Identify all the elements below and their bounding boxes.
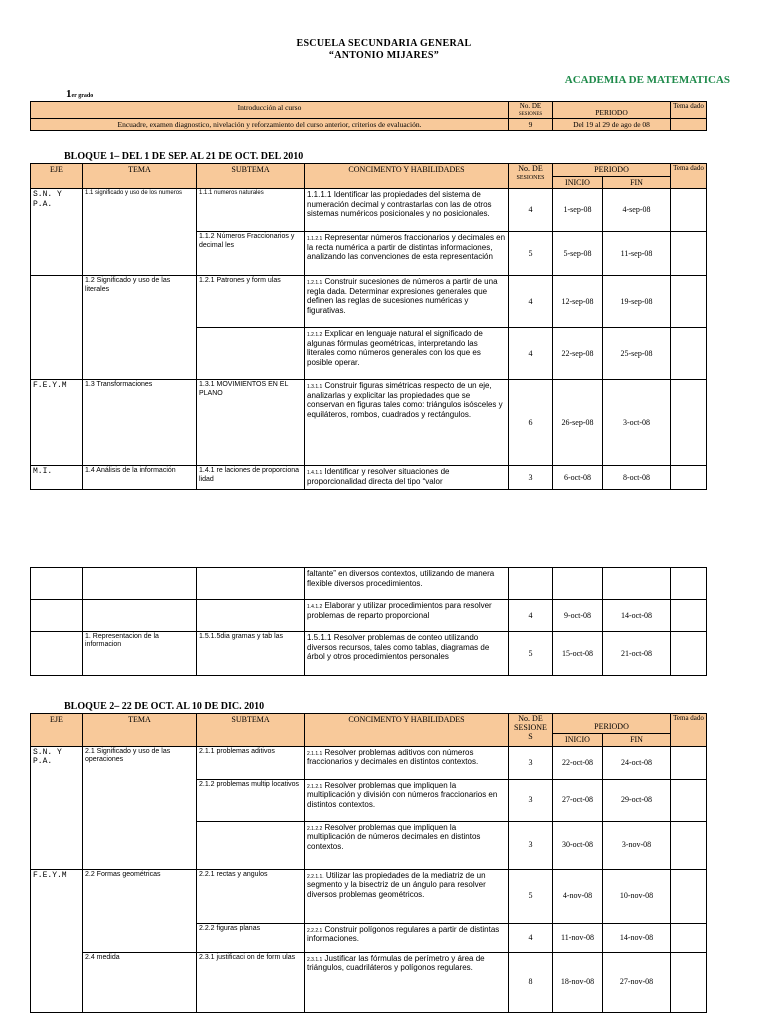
b2-fin-5: 14-nov-08	[603, 923, 671, 952]
grade-number: 1	[66, 88, 72, 100]
b2-ini-6: 18-nov-08	[553, 952, 603, 1012]
b1-con-4-text: Explicar en lenguaje natural el significado de algunas fórmulas geométricas, interpretando las literales como números generales con los que es posible operar.	[307, 329, 483, 367]
c-con-3: 1.5.1.1 Resolver problemas de conteo utilizando diversos recursos, tales como tablas, diagramas de árbol y otros procedimientos personales	[305, 632, 509, 676]
b2-h-sesiones: No. DE SESIONE S	[509, 714, 553, 747]
c-ini-3: 15-oct-08	[553, 632, 603, 676]
intro-title: Introducción al curso	[31, 102, 509, 119]
b2-h-fin: FIN	[603, 734, 671, 747]
b1-dado-2	[671, 232, 707, 276]
b2-con-4	[305, 869, 509, 923]
b1-eje-mi: M.I.	[31, 466, 83, 490]
b1-eje-feym: F.E.Y.M	[31, 380, 83, 466]
b1-ini-5: 26-sep-08	[553, 380, 603, 466]
b1-tema-1-4: 1.4 Análisis de la información	[83, 466, 197, 490]
intro-col-periodo: PERIODO	[553, 102, 671, 119]
b2-h-tema: TEMA	[83, 714, 197, 747]
b2-ini-4: 4-nov-08	[553, 869, 603, 923]
b1-tema-1-3: 1.3 Transformaciones	[83, 380, 197, 466]
b2-con-2-text: Resolver problemas que impliquen la multiplicación y división con números fraccionarios en distintos contextos.	[307, 780, 498, 809]
b2-con-3	[305, 821, 509, 869]
intro-sesiones: 9	[509, 119, 553, 131]
c-tema-3: 1. Representacion de la informacion	[83, 632, 197, 676]
b2-ses-6: 8	[509, 952, 553, 1012]
b2-tema-2-4: 2.4 medida	[83, 952, 197, 1012]
c-ini-1	[553, 568, 603, 600]
b2-subtema-2-3-1: 2.3.1 justificaci on de form ulas	[197, 952, 305, 1012]
b1-con-5	[305, 380, 509, 466]
intro-col-sesiones	[509, 102, 553, 119]
b2-con-5-text: Construir polígonos regulares a partir de distintas informaciones.	[307, 924, 500, 944]
b1-subtema-empty	[197, 328, 305, 380]
b1-h-fin: FIN	[603, 176, 671, 189]
b2-subtema-2-1-1: 2.1.1 problemas aditivos	[197, 746, 305, 779]
b1-ini-6: 6-oct-08	[553, 466, 603, 490]
b1-ini-1: 1-sep-08	[553, 189, 603, 232]
b2-ses-2: 3	[509, 779, 553, 821]
b1-fin-4: 25-sep-08	[603, 328, 671, 380]
b2-con-6-text: Justificar las fórmulas de perímetro y área de triángulos, cuadriláteros y polígonos regulares.	[307, 953, 485, 973]
b1-eje-empty	[31, 276, 83, 380]
b1-ses-3: 4	[509, 276, 553, 328]
b2-con-3-text: Resolver problemas que impliquen la multiplicación de números decimales en distintos contextos.	[307, 822, 481, 851]
b2-con-5	[305, 923, 509, 952]
c-dado-2	[671, 600, 707, 632]
b2-eje-feym: F.E.Y.M	[31, 869, 83, 1012]
b1-con-2	[305, 232, 509, 276]
b1-dado-1	[671, 189, 707, 232]
b1-subtema-1-3-1: 1.3.1 MOVIMIENTOS EN EL PLANO	[197, 380, 305, 466]
b1-subtema-1-1-1: 1.1.1 numeros naturales	[197, 189, 305, 232]
b1-dado-5	[671, 380, 707, 466]
b2-fin-3: 3-nov-08	[603, 821, 671, 869]
b1-con-2-text: Representar números fraccionarios y decimales en la recta numérica a partir de distintas informaciones, analizando las convenciones de esta representación	[307, 233, 506, 262]
c-tema-1	[83, 568, 197, 600]
b2-h-dado: Tema dado	[671, 714, 707, 747]
b2-code-1: 2.1.1.1	[307, 750, 323, 757]
b1-ses-4: 4	[509, 328, 553, 380]
continuation-table	[30, 567, 707, 676]
b1-ses-1: 4	[509, 189, 553, 232]
b2-fin-6: 27-nov-08	[603, 952, 671, 1012]
intro-dado	[671, 119, 707, 131]
c-ses-2: 4	[509, 600, 553, 632]
b1-con-5-text: Construir figuras simétricas respecto de un eje, analizarlas y explicitar las propiedades que se conservan en figuras tales como: triángulos isósceles y equiláteros, rombos, cuadrados y rectángulos.	[307, 381, 503, 419]
b2-con-4-text: Utilizar las propiedades de la mediatriz de un segmento y la bisectriz de un ángulo para resolver diversos problemas geométricos.	[307, 870, 486, 899]
c-ses-1	[509, 568, 553, 600]
b1-code-2: 1.1.2.1	[307, 236, 323, 243]
bloque2-title: BLOQUE 2– 22 DE OCT. AL 10 DE DIC. 2010	[64, 701, 265, 712]
c-con-2-text: Elaborar y utilizar procedimientos para resolver problemas de reparto proporcional	[307, 601, 492, 620]
bloque1-title: BLOQUE 1– DEL 1 DE SEP. AL 21 DE OCT. DEL 2010	[64, 151, 304, 162]
b2-code-6: 2.3.1.1	[307, 956, 323, 963]
b1-fin-5: 3-oct-08	[603, 380, 671, 466]
intro-table	[30, 101, 707, 131]
b2-ses-5: 4	[509, 923, 553, 952]
b2-con-6	[305, 952, 509, 1012]
c-fin-1	[603, 568, 671, 600]
b1-fin-6: 8-oct-08	[603, 466, 671, 490]
school-name-line1: ESCUELA SECUNDARIA GENERAL	[296, 38, 472, 49]
b1-fin-2: 11-sep-08	[603, 232, 671, 276]
b1-ses-2: 5	[509, 232, 553, 276]
c-code-2: 1.4.1.2	[307, 604, 323, 610]
b2-ses-1: 3	[509, 746, 553, 779]
c-con-2	[305, 600, 509, 632]
b2-eje-snpa: S.N. Y P.A.	[31, 746, 83, 869]
c-subtema-1	[197, 568, 305, 600]
c-ses-3: 5	[509, 632, 553, 676]
b2-con-2	[305, 779, 509, 821]
b2-ses-4: 5	[509, 869, 553, 923]
b2-fin-4: 10-nov-08	[603, 869, 671, 923]
b2-code-3: 2.1.2.2	[307, 825, 323, 832]
b1-h-eje: EJE	[31, 164, 83, 189]
academia-title: ACADEMIA DE MATEMATICAS	[564, 74, 730, 86]
b2-tema-2-2: 2.2 Formas geométricas	[83, 869, 197, 952]
b1-subtema-1-2-1: 1.2.1 Patrones y form ulas	[197, 276, 305, 328]
b2-h-periodo: PERIODO	[553, 714, 671, 734]
b2-dado-2	[671, 779, 707, 821]
c-fin-2: 14-oct-08	[603, 600, 671, 632]
b1-h-con: CONCIMENTO Y HABILIDADES	[305, 164, 509, 189]
b2-dado-3	[671, 821, 707, 869]
b2-fin-1: 24-oct-08	[603, 746, 671, 779]
c-eje-1	[31, 568, 83, 600]
b2-ini-2: 27-oct-08	[553, 779, 603, 821]
b1-code-4: 1.2.1.2	[307, 332, 323, 339]
bloque2-table	[30, 713, 707, 1013]
c-subtema-3: 1.5.1.5dia gramas y tab las	[197, 632, 305, 676]
b2-code-5: 2.2.2.1	[307, 927, 323, 934]
b2-dado-5	[671, 923, 707, 952]
b2-ses-3: 3	[509, 821, 553, 869]
b1-eje-snpa: S.N. Y P.A.	[31, 189, 83, 276]
grade-label	[66, 88, 93, 100]
c-tema-2	[83, 600, 197, 632]
c-dado-1	[671, 568, 707, 600]
b1-tema-1-1: 1.1 significado y uso de los numeros	[83, 189, 197, 276]
b1-subtema-1-4-1: 1.4.1 re laciones de proporciona lidad	[197, 466, 305, 490]
b1-code-3: 1.2.1.1	[307, 280, 323, 287]
b1-code-6: 1.4.1.1	[307, 470, 323, 477]
b2-dado-6	[671, 952, 707, 1012]
b1-h-no: No. DE	[518, 164, 543, 173]
c-eje-3	[31, 632, 83, 676]
b2-h-subtema: SUBTEMA	[197, 714, 305, 747]
b2-con-1-text: Resolver problemas aditivos con números fraccionarios y decimales en distintos contextos.	[307, 747, 479, 767]
b1-h-periodo: PERIODO	[553, 164, 671, 177]
b1-con-6	[305, 466, 509, 490]
b2-con-1	[305, 746, 509, 779]
b2-code-2: 2.1.2.1	[307, 783, 323, 790]
b1-h-ses: SESIONES	[516, 175, 545, 181]
b1-ini-3: 12-sep-08	[553, 276, 603, 328]
b2-ini-3: 30-oct-08	[553, 821, 603, 869]
c-fin-3: 21-oct-08	[603, 632, 671, 676]
school-name-line2: “ANTONIO MIJARES”	[328, 50, 440, 61]
b1-tema-1-2: 1.2 Significado y uso de las literales	[83, 276, 197, 380]
b1-subtema-1-1-2: 1.1.2 Números Fraccionarios y decimal les	[197, 232, 305, 276]
intro-col-tema-dado: Tema dado	[671, 102, 707, 119]
c-ini-2: 9-oct-08	[553, 600, 603, 632]
b2-dado-1	[671, 746, 707, 779]
b1-h-inicio: INICIO	[553, 176, 603, 189]
grade-suffix: er grado	[71, 93, 94, 99]
b1-ini-4: 22-sep-08	[553, 328, 603, 380]
b1-ses-6: 3	[509, 466, 553, 490]
b1-con-3-text: Construir sucesiones de números a partir de una regla dada. Determinar expresiones generales que definen las reglas de sucesiones numéricas y figurativas.	[307, 277, 498, 315]
b1-h-sesiones	[509, 164, 553, 189]
b2-subtema-2-1-2: 2.1.2 problemas multip locativos	[197, 779, 305, 821]
b2-dado-4	[671, 869, 707, 923]
b2-code-4: 2.2.1.1.	[307, 873, 324, 880]
b1-code-5: 1.3.1.1	[307, 384, 323, 391]
b2-h-con: CONCIMENTO Y HABILIDADES	[305, 714, 509, 747]
b2-h-inicio: INICIO	[553, 734, 603, 747]
b1-dado-6	[671, 466, 707, 490]
b2-fin-2: 29-oct-08	[603, 779, 671, 821]
b1-dado-3	[671, 276, 707, 328]
b2-subtema-2-2-1: 2.2.1 rectas y angulos	[197, 869, 305, 923]
b1-con-1: 1.1.1.1 Identificar las propiedades del sistema de numeración decimal y contrastarlas con las de otros sistemas numéricos posicionales y no posicionales.	[305, 189, 509, 232]
b1-h-dado: Tema dado	[671, 164, 707, 189]
c-eje-2	[31, 600, 83, 632]
intro-col-no: No. DE	[519, 102, 542, 110]
b1-con-3	[305, 276, 509, 328]
c-subtema-2	[197, 600, 305, 632]
b2-subtema-empty	[197, 821, 305, 869]
intro-periodo: Del 19 al 29 de ago de 08	[553, 119, 671, 131]
c-dado-3	[671, 632, 707, 676]
b2-tema-2-1: 2.1 Significado y uso de las operaciones	[83, 746, 197, 869]
b2-h-eje: EJE	[31, 714, 83, 747]
b1-ses-5: 6	[509, 380, 553, 466]
b2-subtema-2-2-2: 2.2.2 figuras planas	[197, 923, 305, 952]
b1-con-6-text: Identificar y resolver situaciones de proporcionalidad directa del tipo “valor	[307, 467, 450, 486]
intro-desc: Encuadre, examen diagnostico, nivelación y reforzamiento del curso anterior, criterios de evaluación.	[31, 119, 509, 131]
b1-h-subtema: SUBTEMA	[197, 164, 305, 189]
b1-h-tema: TEMA	[83, 164, 197, 189]
b2-ini-5: 11-nov-08	[553, 923, 603, 952]
intro-col-ses: SESIONES	[518, 112, 543, 117]
b1-con-4	[305, 328, 509, 380]
b1-dado-4	[671, 328, 707, 380]
bloque1-table	[30, 163, 707, 490]
b1-fin-1: 4-sep-08	[603, 189, 671, 232]
b1-fin-3: 19-sep-08	[603, 276, 671, 328]
b2-ini-1: 22-oct-08	[553, 746, 603, 779]
b1-ini-2: 5-sep-08	[553, 232, 603, 276]
c-con-1: faltante” en diversos contextos, utilizando de manera flexible diversos procedimientos.	[305, 568, 509, 600]
